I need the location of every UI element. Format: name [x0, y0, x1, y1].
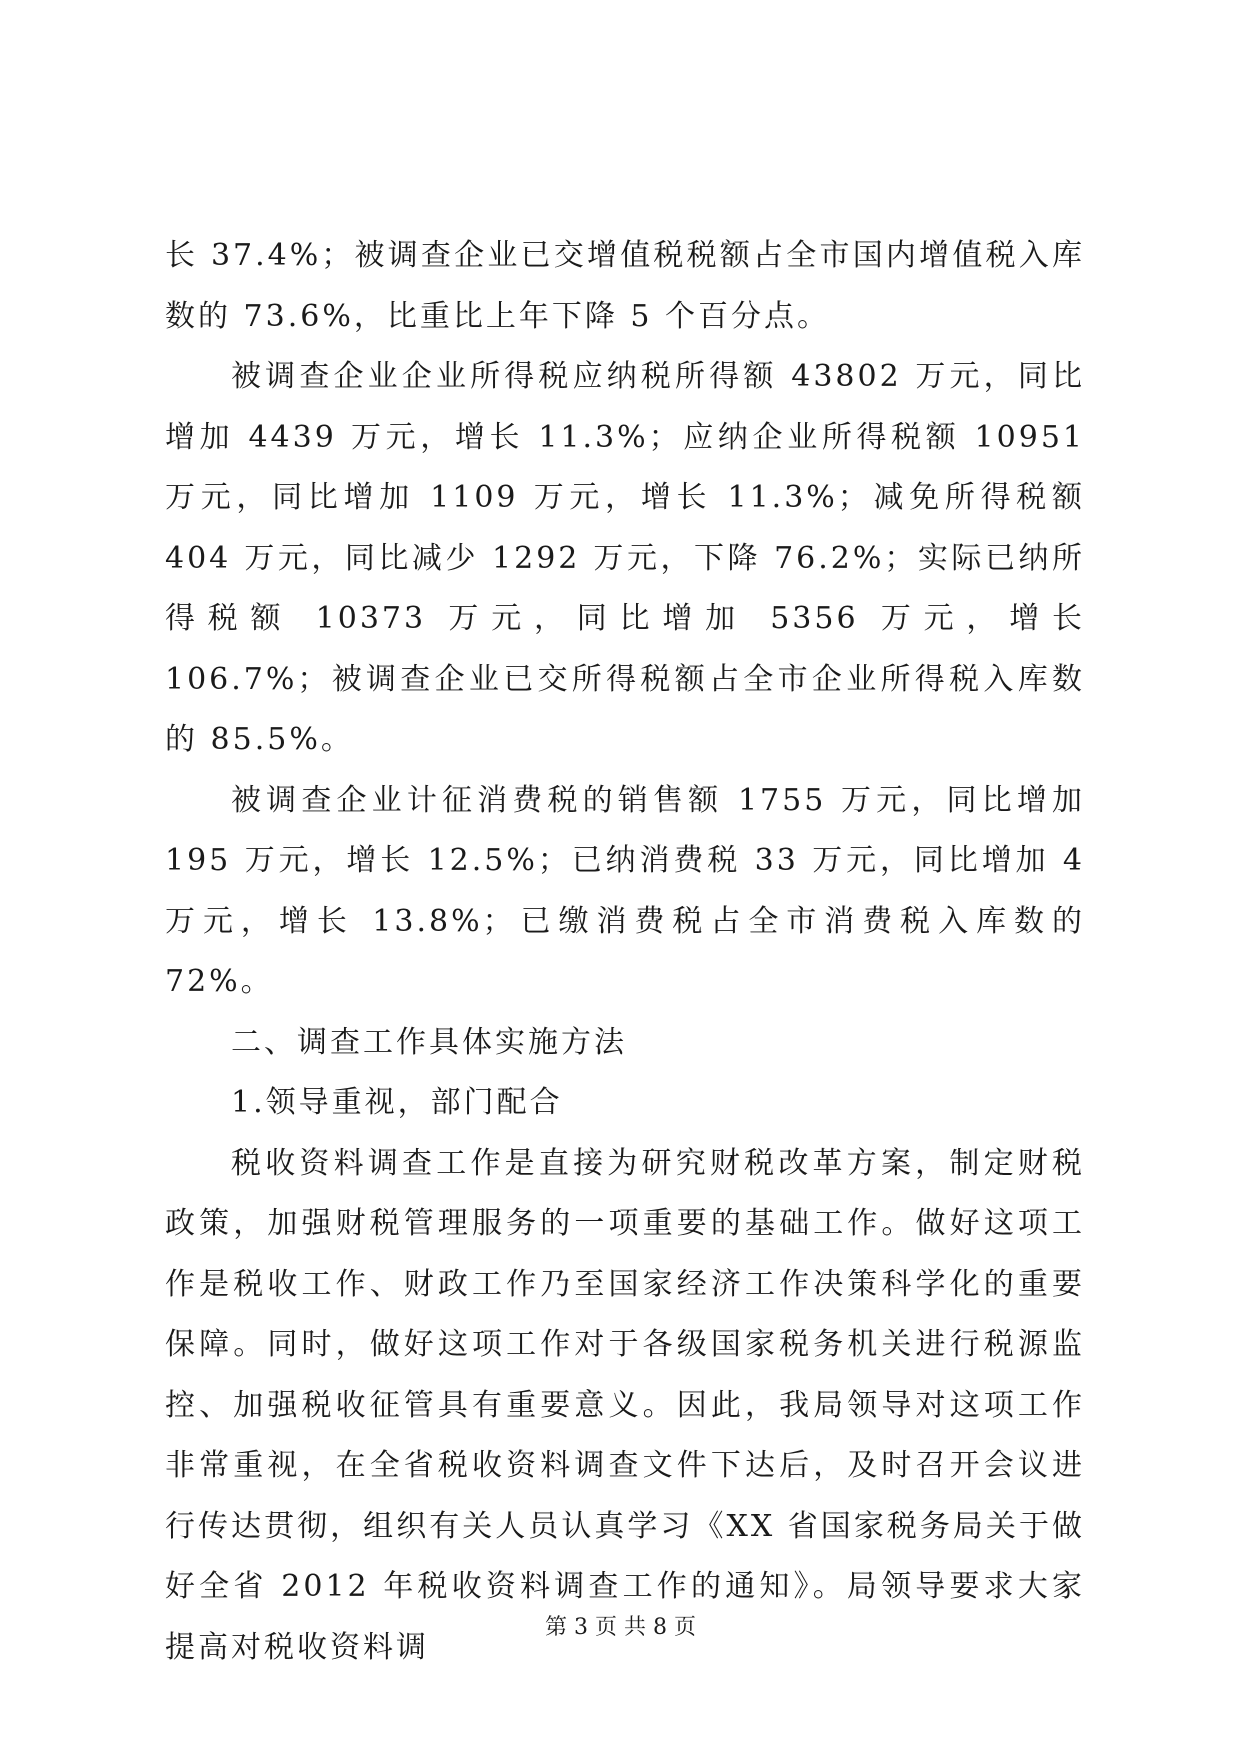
document-body [165, 226, 1085, 1678]
section-heading: 二、调查工作具体实施方法 [231, 1024, 627, 1060]
paragraph-1: 长 37.4%；被调查企业已交增值税税额占全市国内增值税入库数的 73.6%，比重比上年下降 5 个百分点。 [165, 238, 1085, 334]
subsection-heading: 1.领导重视，部门配合 [231, 1085, 563, 1120]
paragraph-6: 税收资料调查工作是直接为研究财税改革方案，制定财税政策，加强财税管理服务的一项重要的基础工作。做好这项工作是税收工作、财政工作乃至国家经济工作决策科学化的重要保障。同时，做好这项工作对于各级国家税务机关进行税源监控、加强税收征管具有重要意义。因此，我局领导对这项工作非常重视，在全省税收资料调查文件下达后，及时召开会议进行传达贯彻，组织有关人员认真学习《XX 省国家税务局关于做好全省 2012 年税收资料调查工作的通知》。局领导要求大家提高对税收资料调 [165, 1145, 1085, 1665]
paragraph-2: 被调查企业企业所得税应纳税所得额 43802 万元，同比增加 4439 万元，增长 11.3%；应纳企业所得税额 10951 万元，同比增加 1109 万元，增长 11.3%；减免所得税额 404 万元，同比减少 1292 万元，下降 76.2%；实际已纳所得税额 10373 万元，同比增加 5356 万元，增长 106.7%；被调查企业已交所得税额占全市企业所得税入库数的 85.5%。 [165, 359, 1085, 757]
page-footer: 第 3 页 共 8 页 [545, 1615, 696, 1640]
paragraph-3: 被调查企业计征消费税的销售额 1755 万元，同比增加 195 万元，增长 12.5%；已纳消费税 33 万元，同比增加 4 万元，增长 13.8%；已缴消费税占全市消费税入库数的 72%。 [165, 782, 1085, 999]
